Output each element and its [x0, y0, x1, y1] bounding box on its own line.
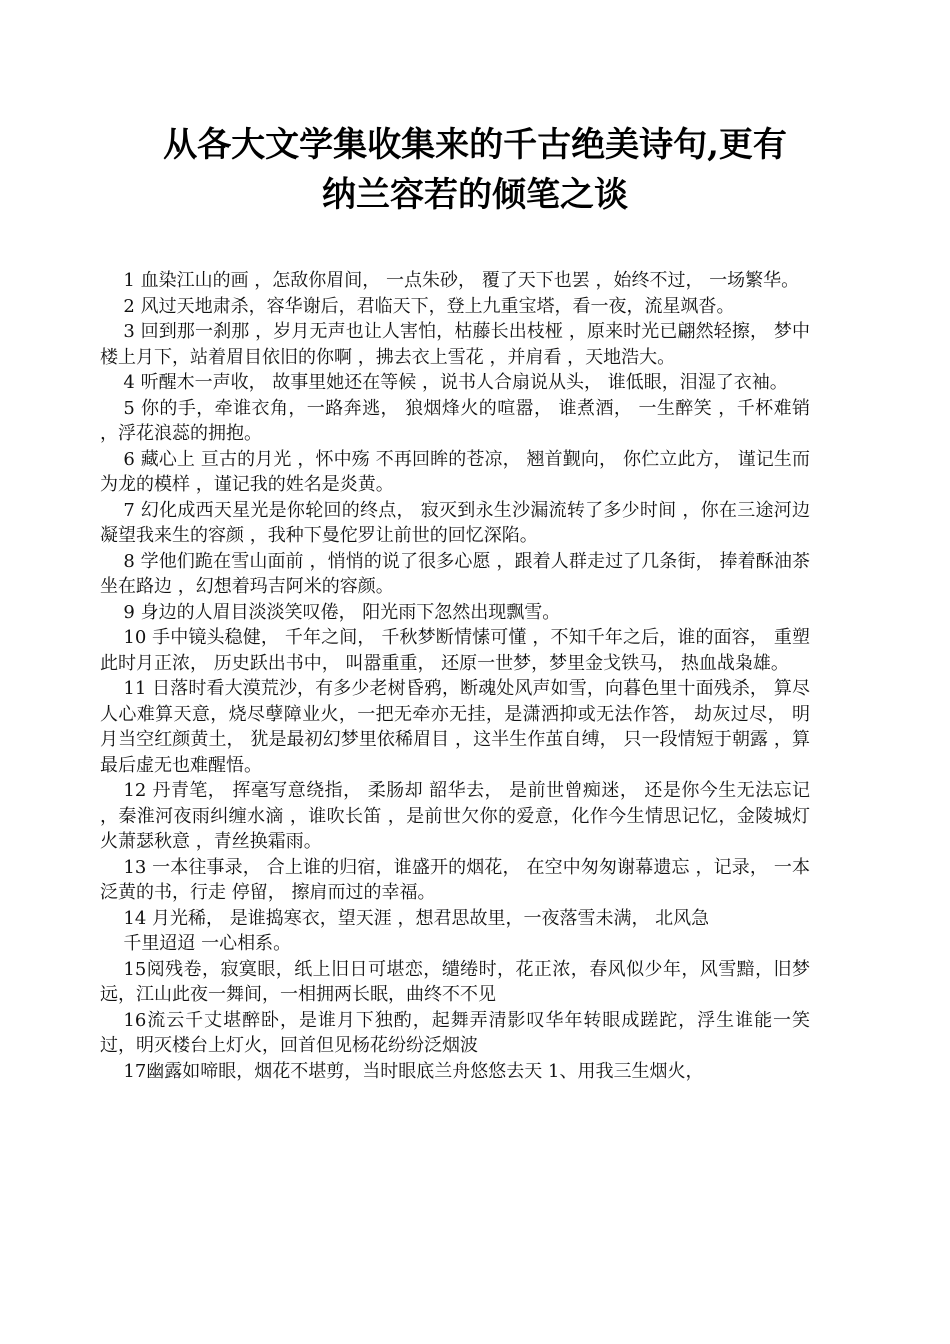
document-title: [100, 120, 850, 220]
poem-paragraph: 5 你的手，牵谁衣角，一路奔逃， 狼烟烽火的喧嚣， 谁煮酒， 一生醉笑 ，千杯难销 ，浮花浪蕊的拥抱。: [100, 397, 810, 444]
poem-paragraph: 15阅残卷，寂寞眼，纸上旧日可堪恋，缱绻时，花正浓，春风似少年，风雪黯，旧梦远，江山此夜一舞间，一相拥两长眠，曲终不不见: [100, 958, 810, 1005]
title-line: 从各大文学集收集来的千古绝美诗句,更有: [163, 125, 787, 165]
poem-paragraph: 13 一本往事录， 合上谁的归宿，谁盛开的烟花， 在空中匆匆谢幕遗忘 ，记录， 一本泛黄的书，行走 停留， 擦肩而过的幸福。: [100, 856, 810, 903]
poem-paragraph: 3 回到那一刹那 ，岁月无声也让人害怕，枯藤长出枝桠 ，原来时光已翩然轻擦， 梦中楼上月下，站着眉目依旧的你啊 ，拂去衣上雪花 ，并肩看 ，天地浩大。: [100, 321, 810, 368]
poem-paragraph: 17幽露如啼眼，烟花不堪剪，当时眼底兰舟悠悠去天 1、用我三生烟火，: [123, 1060, 704, 1082]
poem-paragraph: 10 手中镜头稳健， 千年之间， 千秋梦断情愫可懂 ，不知千年之后，谁的面容， 重塑此时月正浓， 历史跃出书中， 叫嚣重重， 还原一世梦，梦里金戈铁马， 热血战枭雄。: [100, 627, 810, 674]
poem-paragraph: 9 身边的人眉目淡淡笑叹倦， 阳光雨下忽然出现飘雪。: [123, 601, 561, 623]
poem-paragraph: 1 血染江山的画 ，怎敌你眉间， 一点朱砂， 覆了天下也罢 ，始终不过， 一场繁华。: [123, 270, 800, 291]
poem-paragraph: 12 丹青笔， 挥毫写意绕指， 柔肠却 韶华去， 是前世曾痴迷， 还是你今生无法忘记 ，秦淮河夜雨纠缠水滴 ，谁吹长笛 ，是前世欠你的爱意，化作今生情思记忆，金陵城灯火萧瑟秋意 ，青丝换霜雨。: [100, 780, 810, 852]
poem-paragraph: 14 月光稀， 是谁捣寒衣，望天涯 ，想君思故里，一夜落雪未满， 北风急: [123, 907, 710, 929]
poem-paragraph: 千里迢迢 一心相系。: [123, 933, 292, 954]
poem-paragraph: 2 风过天地肃杀，容华谢后，君临天下，登上九重宝塔，看一夜，流星飒沓。: [123, 295, 735, 317]
poem-paragraph: 11 日落时看大漠荒沙，有多少老树昏鸦，断魂处风声如雪，向暮色里十面残杀， 算尽人心难算天意，烧尽孽障业火，一把无牵亦无挂，是潇洒抑或无法作答， 劫灰过尽， 明月当空红颜黄土， 犹是最初幻梦里依稀眉目 ，这半生作茧自缚， 只一段情短于朝露 ，算最后虚无也难醒悟。: [100, 678, 811, 776]
poem-paragraph: 4 听醒木一声收， 故事里她还在等候 ，说书人合扇说从头， 谁低眼，泪湿了衣袖。: [123, 372, 788, 393]
title-line: 纳兰容若的倾笔之谈: [322, 175, 628, 215]
poem-paragraph: 16流云千丈堪醉卧，是谁月下独酌，起舞弄清影叹华年转眼成蹉跎，浮生谁能一笑过，明灭楼台上灯火，回首但见杨花纷纷泛烟波: [100, 1009, 810, 1056]
poem-paragraph: 7 幻化成西天星光是你轮回的终点， 寂灭到永生沙漏流转了多少时间 ，你在三途河边凝望我来生的容颜 ，我种下曼佗罗让前世的回忆深陷。: [100, 499, 810, 546]
poem-paragraph: 8 学他们跪在雪山面前 ，悄悄的说了很多心愿 ，跟着人群走过了几条街， 捧着酥油茶坐在路边 ，幻想着玛吉阿米的容颜。: [100, 550, 810, 597]
document-body: [100, 268, 810, 1084]
poem-paragraph: 6 藏心上 亘古的月光 ，怀中殇 不再回眸的苍凉， 翘首觐向， 你伫立此方， 谨记生而为龙的模样 ，谨记我的姓名是炎黄。: [100, 448, 810, 495]
